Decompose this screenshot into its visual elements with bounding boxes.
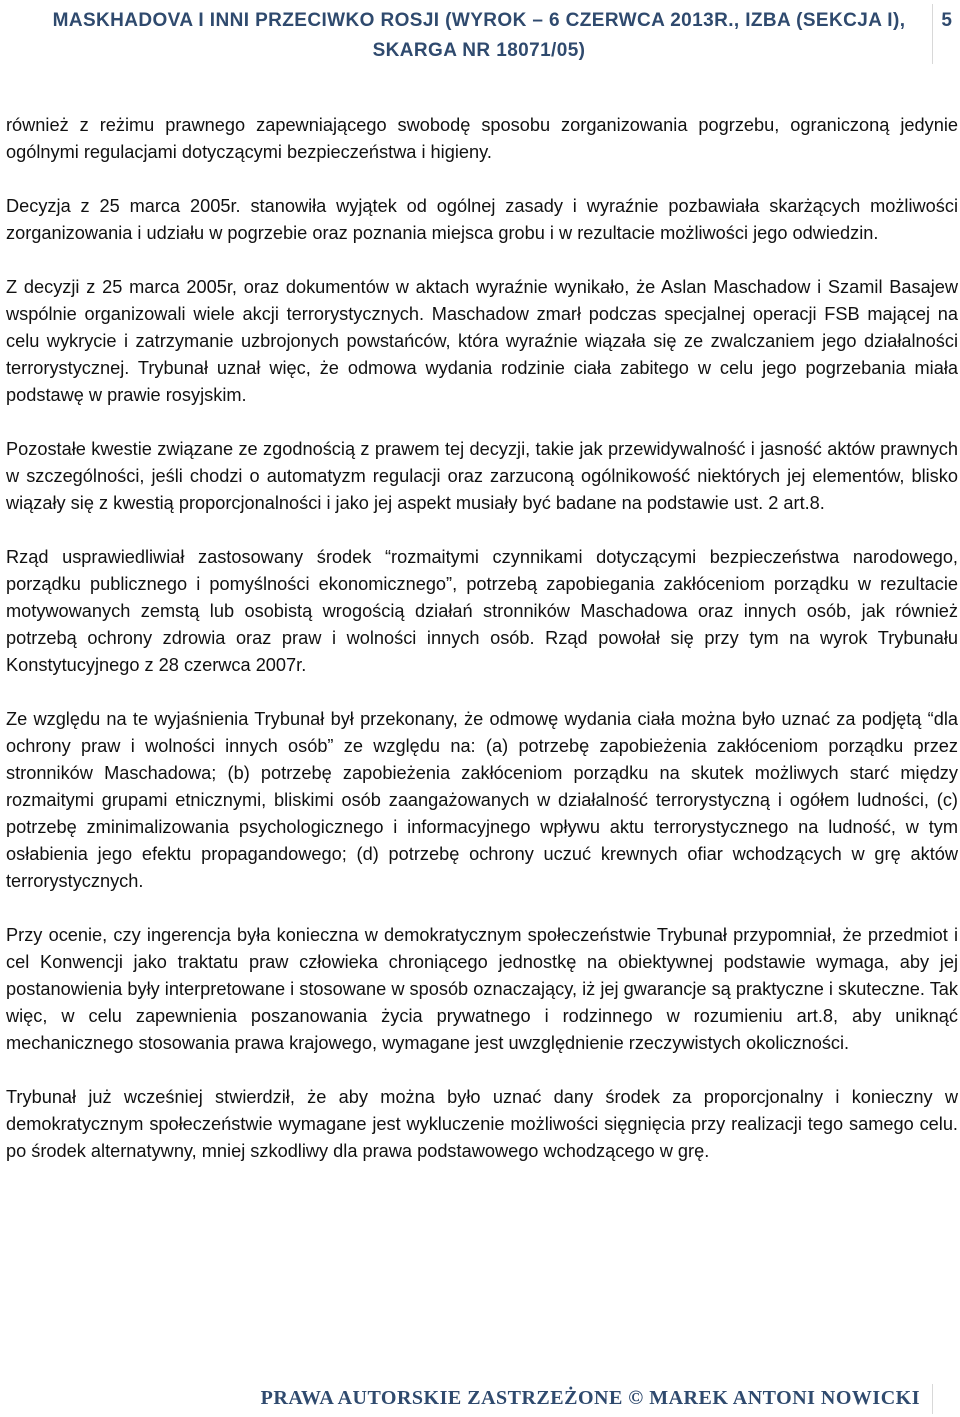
paragraph-3: Z decyzji z 25 marca 2005r, oraz dokumentów w aktach wyraźnie wynikało, że Aslan Maschadow i Szamil Basajew wspólnie organizowali wiele akcji terrorystycznych. Maschadow zmarł podczas specjalnej operacji FSB mającej na celu wykrycie i zatrzymanie uzbrojonych powstańców, która wyraźnie wiązała się ze zwalczaniem jego działalności terrorystycznej. Trybunał uznał więc, że odmowa wydania rodzinie ciała zabitego w celu jego pogrzebania miała podstawę w prawie rosyjskim. xyxy=(6,277,958,405)
paragraph-1: również z reżimu prawnego zapewniającego swobodę sposobu zorganizowania pogrzebu, ograniczoną jedynie ogólnymi regulacjami dotyczącymi bezpieczeństwa i higieny. xyxy=(6,115,958,162)
header-title xyxy=(40,6,918,66)
header-title-line-2: SKARGA NR 18071/05) xyxy=(372,40,586,61)
footer-divider xyxy=(932,1384,933,1414)
paragraph-7: Przy ocenie, czy ingerencja była konieczna w demokratycznym społeczeństwie Trybunał przypomniał, że przedmiot i cel Konwencji jako traktatu praw człowieka chroniącego jednostkę na obiektywnej podstawie wymaga, aby jej postanowienia były interpretowane i stosowane w sposób oznaczający, iż jej gwarancje są praktyczne i skuteczne. Tak więc, w celu zapewnienia poszanowania życia prywatnego i rodzinnego w rozumieniu art.8, aby uniknąć mechanicznego stosowania prawa krajowego, wymagane jest uwzględnienie rzeczywistych okoliczności. xyxy=(6,925,958,1053)
paragraph-6: Ze względu na te wyjaśnienia Trybunał był przekonany, że odmowę wydania ciała można było uznać za podjętą “dla ochrony praw i wolności innych osób” ze względu na: (a) potrzebę zapobieżenia zakłóceniom porządku przez stronników Maschadowa; (b) potrzebę zapobieżenia zakłóceniom porządku na skutek możliwych starć między rozmaitymi grupami etnicznymi, bliskimi osób zaangażowanych w działalność terrorystyczną i ogółem ludności, (c) potrzebę zminimalizowania psychologicznego i informacyjnego wpływu aktu terrorystycznego na ludność, w tym osłabienia jego efektu propagandowego; (d) potrzebę ochrony uczuć krewnych ofiar wchodzących w grę aktów terrorystycznych. xyxy=(6,709,958,891)
page-footer xyxy=(0,1382,960,1416)
page-number: 5 xyxy=(941,10,952,31)
header-title-line-1: MASKHADOVA I INNI PRZECIWKO ROSJI (WYROK – 6 CZERWCA 2013R., IZBA (SEKCJA I), xyxy=(52,10,906,31)
paragraph-8: Trybunał już wcześniej stwierdził, że aby można było uznać dany środek za proporcjonalny i konieczny w demokratycznym społeczeństwie wymagane jest wykluczenie możliwości sięgnięcia przy realizacji tego samego celu. po środek alternatywny, mniej szkodliwy dla prawa podstawowego wchodzącego w grę. xyxy=(6,1087,958,1161)
paragraph-5: Rząd usprawiedliwiał zastosowany środek “rozmaitymi czynnikami dotyczącymi bezpieczeństwa narodowego, porządku publicznego i pomyślności ekonomicznego”, potrzebą zapobiegania zakłóceniom porządku w rezultacie motywowanych zemstą lub osobistą wrogością działań stronników Maschadowa oraz innych osób, jak również potrzebą ochrony zdrowia oraz praw i wolności innych osób. Rząd powołał się przy tym na wyrok Trybunału Konstytucyjnego z 28 czerwca 2007r. xyxy=(6,547,958,675)
page-header xyxy=(0,4,960,66)
document-body xyxy=(6,112,958,1192)
copyright-notice: PRAWA AUTORSKIE ZASTRZEŻONE © MAREK ANTONI NOWICKI xyxy=(260,1387,920,1409)
paragraph-2: Decyzja z 25 marca 2005r. stanowiła wyjątek od ogólnej zasady i wyraźnie pozbawiała skarżących możliwości zorganizowania i udziału w pogrzebie oraz poznania miejsca grobu i w rezultacie możliwości jego odwiedzin. xyxy=(6,196,958,243)
paragraph-4: Pozostałe kwestie związane ze zgodnością z prawem tej decyzji, takie jak przewidywalność i jasność aktów prawnych w szczególności, jeśli chodzi o automatyzm regulacji oraz zarzuconą ogólnikowość niektórych jej elementów, blisko wiązały się z kwestią proporcjonalności i jako jej aspekt musiały być badane na podstawie ust. 2 art.8. xyxy=(6,439,958,513)
header-divider xyxy=(932,4,933,64)
